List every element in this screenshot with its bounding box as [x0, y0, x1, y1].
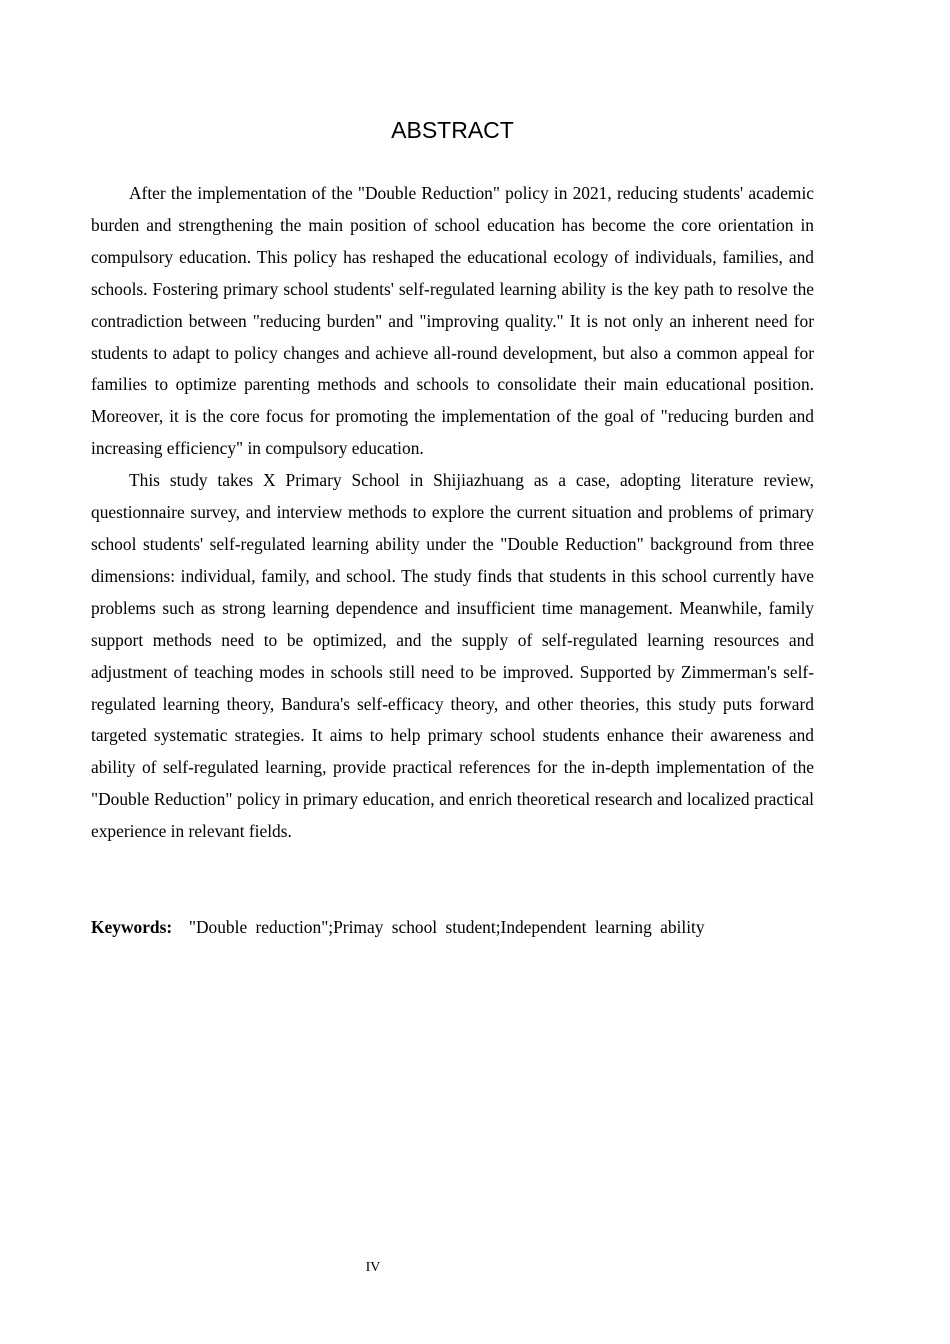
keywords-value: "Double reduction";Primay school student;Independent learning ability: [188, 917, 705, 937]
keywords-line: [91, 912, 814, 944]
abstract-paragraph-1: After the implementation of the "Double Reduction" policy in 2021, reducing students' academic burden and strengthening the main position of school education has become the core orientation in compulsory education. This policy has reshaped the educational ecology of individuals, families, and schools. Fostering primary school students' self-regulated learning ability is the key path to resolve the contradiction between "reducing burden" and "improving quality." It is not only an inherent need for students to adapt to policy changes and achieve all-round development, but also a common appeal for families to optimize parenting methods and schools to consolidate their main educational position. Moreover, it is the core focus for promoting the implementation of the goal of "reducing burden and increasing efficiency" in compulsory education.: [91, 183, 814, 459]
abstract-body: [91, 178, 814, 848]
keywords-label: Keywords:: [91, 917, 173, 937]
abstract-paragraph-2: This study takes X Primary School in Shijiazhuang as a case, adopting literature review, questionnaire survey, and interview methods to explore the current situation and problems of primary school students' self-regulated learning ability under the "Double Reduction" background from three dimensions: individual, family, and school. The study finds that students in this school currently have problems such as strong learning dependence and insufficient time management. Meanwhile, family support methods need to be optimized, and the supply of self-regulated learning resources and adjustment of teaching modes in schools still need to be improved. Supported by Zimmerman's self-regulated learning theory, Bandura's self-efficacy theory, and other theories, this study puts forward targeted systematic strategies. It aims to help primary school students enhance their awareness and ability of self-regulated learning, provide practical references for the in-depth implementation of the "Double Reduction" policy in primary education, and enrich theoretical research and localized practical experience in relevant fields.: [91, 470, 814, 842]
page-number: IV: [365, 1260, 381, 1275]
abstract-title: ABSTRACT: [391, 117, 514, 143]
